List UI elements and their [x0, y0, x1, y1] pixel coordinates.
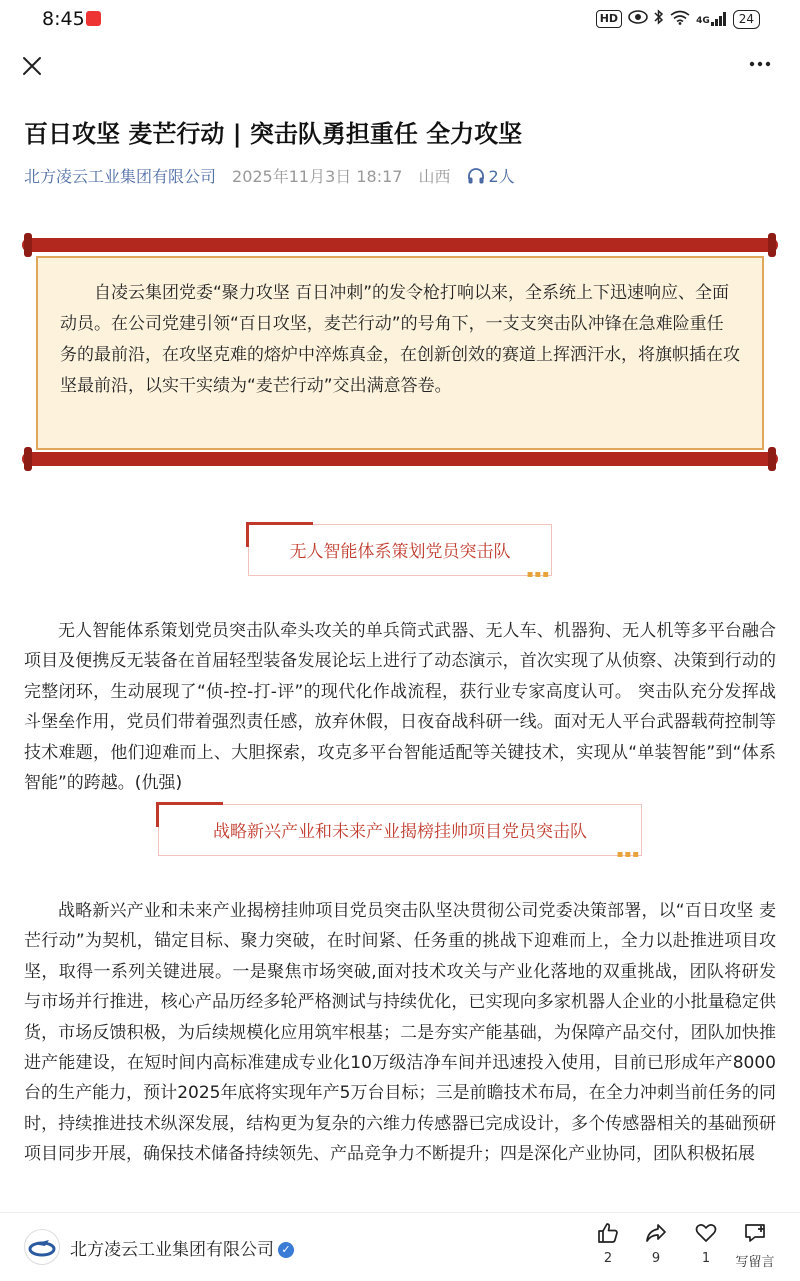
article-meta: [24, 164, 515, 187]
like-button[interactable]: [588, 1221, 628, 1266]
rod-cap: [768, 233, 776, 257]
intro-paragraph: 自凌云集团党委“聚力攻坚 百日冲刺”的发令枪打响以来，全系统上下迅速响应、全面动员。在公司党建引领“百日攻坚，麦芒行动”的号角下，一支支突击队冲锋在急难险重任务的最前沿，在攻坚克难的熔炉中淬炼真金，在创新创效的赛道上挥洒汗水，将旗帜插在攻坚最前沿，以实干实绩为“麦芒行动”交出满意答卷。: [60, 283, 740, 396]
rod-cap: [24, 447, 32, 471]
like-count: 2: [603, 1251, 613, 1266]
more-options-icon[interactable]: [748, 52, 772, 83]
comment-icon: [743, 1221, 767, 1245]
share-button[interactable]: [636, 1221, 676, 1266]
top-nav: [0, 48, 800, 88]
section-2-paragraph: 战略新兴产业和未来产业揭榜挂帅项目党员突击队坚决贯彻公司党委决策部署，以“百日攻坚 麦芒行动”为契机，锚定目标、聚力突破，在时间紧、任务重的挑战下迎难而上，全力以赴推进项目攻坚，取得一系列关键进展。一是聚焦市场突破,面对技术攻关与产业化落地的双重挑战，团队将研发与市场并行推进，核心产品历经多轮严格测试与持续优化，已实现向多家机器人企业的小批量稳定供货，市场反馈积极，为后续规模化应用筑牢根基；二是夯实产能基础，为保障产品交付，团队加快推进产能建设，在短时间内高标准建成专业化10万级洁净车间并迅速投入使用，目前已形成年产8000台的生产能力，预计2025年底将实现年产5万台目标；三是前瞻技术布局，在全力冲刺当前任务的同时，持续推进技术纵深发展，结构更为复杂的六维力传感器已完成设计，多个传感器相关的基础预研项目同步开展，确保技术储备持续领先、产品竞争力不断提升；四是深化产业协同，团队积极拓展: [24, 901, 776, 1165]
bottom-bar: [0, 1212, 800, 1281]
listener-count: 2人: [488, 167, 515, 186]
section-title-2: 战略新兴产业和未来产业揭榜挂帅项目党员突击队: [213, 822, 587, 842]
account-name[interactable]: [70, 1235, 294, 1260]
section-header-2: [158, 804, 642, 860]
wifi-icon: [670, 10, 690, 29]
section-dots-icon: ▪▪▪: [526, 569, 550, 580]
app-notification-icon: [86, 11, 101, 26]
rod-cap: [768, 447, 776, 471]
hd-icon: HD: [596, 10, 622, 28]
favorite-count: 1: [701, 1251, 711, 1266]
signal-icon: [696, 12, 727, 26]
comment-label: 写留言: [735, 1255, 775, 1270]
share-count: 9: [651, 1251, 661, 1266]
network-type-label: 4G: [696, 16, 710, 26]
scroll-rod-bottom: [22, 452, 778, 466]
close-icon[interactable]: [20, 56, 44, 80]
heart-icon: [694, 1221, 718, 1245]
account-name-label: 北方凌云工业集团有限公司: [70, 1240, 274, 1260]
bluetooth-icon: [654, 9, 664, 29]
status-bar: [0, 0, 800, 40]
status-icons: [596, 9, 760, 29]
location: 山西: [418, 167, 451, 186]
eye-icon: [628, 10, 648, 28]
rod-cap: [24, 233, 32, 257]
comment-button[interactable]: [732, 1221, 778, 1270]
source-link[interactable]: 北方凌云工业集团有限公司: [24, 167, 217, 186]
favorite-button[interactable]: [686, 1221, 726, 1266]
section-dots-icon: ▪▪▪: [616, 849, 640, 860]
intro-box: [36, 256, 764, 450]
verified-icon: ✓: [278, 1242, 294, 1258]
headphone-icon: [467, 167, 485, 185]
section-1-paragraph: 无人智能体系策划党员突击队牵头攻关的单兵筒式武器、无人车、机器狗、无人机等多平台融合项目及便携反无装备在首届轻型装备发展论坛上进行了动态演示，首次实现了从侦察、决策到行动的完整闭环，生动展现了“侦-控-打-评”的现代化作战流程，获行业专家高度认可。 突击队充分发挥战斗堡垒作用，党员们带着强烈责任感，放弃休假，日夜奋战科研一线。面对无人平台武器载荷控制等技术难题，他们迎难而上、大胆探索，攻克多平台智能适配等关键技术，实现从“单装智能”到“体系智能”的跨越。(仇强): [24, 621, 776, 794]
listen-button[interactable]: [467, 164, 515, 187]
thumbs-up-icon: [596, 1221, 620, 1245]
share-icon: [644, 1221, 668, 1245]
status-time: 8:45: [42, 8, 85, 30]
account-avatar[interactable]: [24, 1229, 60, 1265]
section-header-1: [248, 524, 552, 580]
battery-icon: 24: [733, 10, 760, 29]
section-title-1: 无人智能体系策划党员突击队: [289, 542, 511, 562]
publish-date: 2025年11月3日 18:17: [232, 167, 403, 186]
article-title: 百日攻坚 麦芒行动 | 突击队勇担重任 全力攻坚: [24, 120, 523, 148]
scroll-rod-top: [22, 238, 778, 252]
